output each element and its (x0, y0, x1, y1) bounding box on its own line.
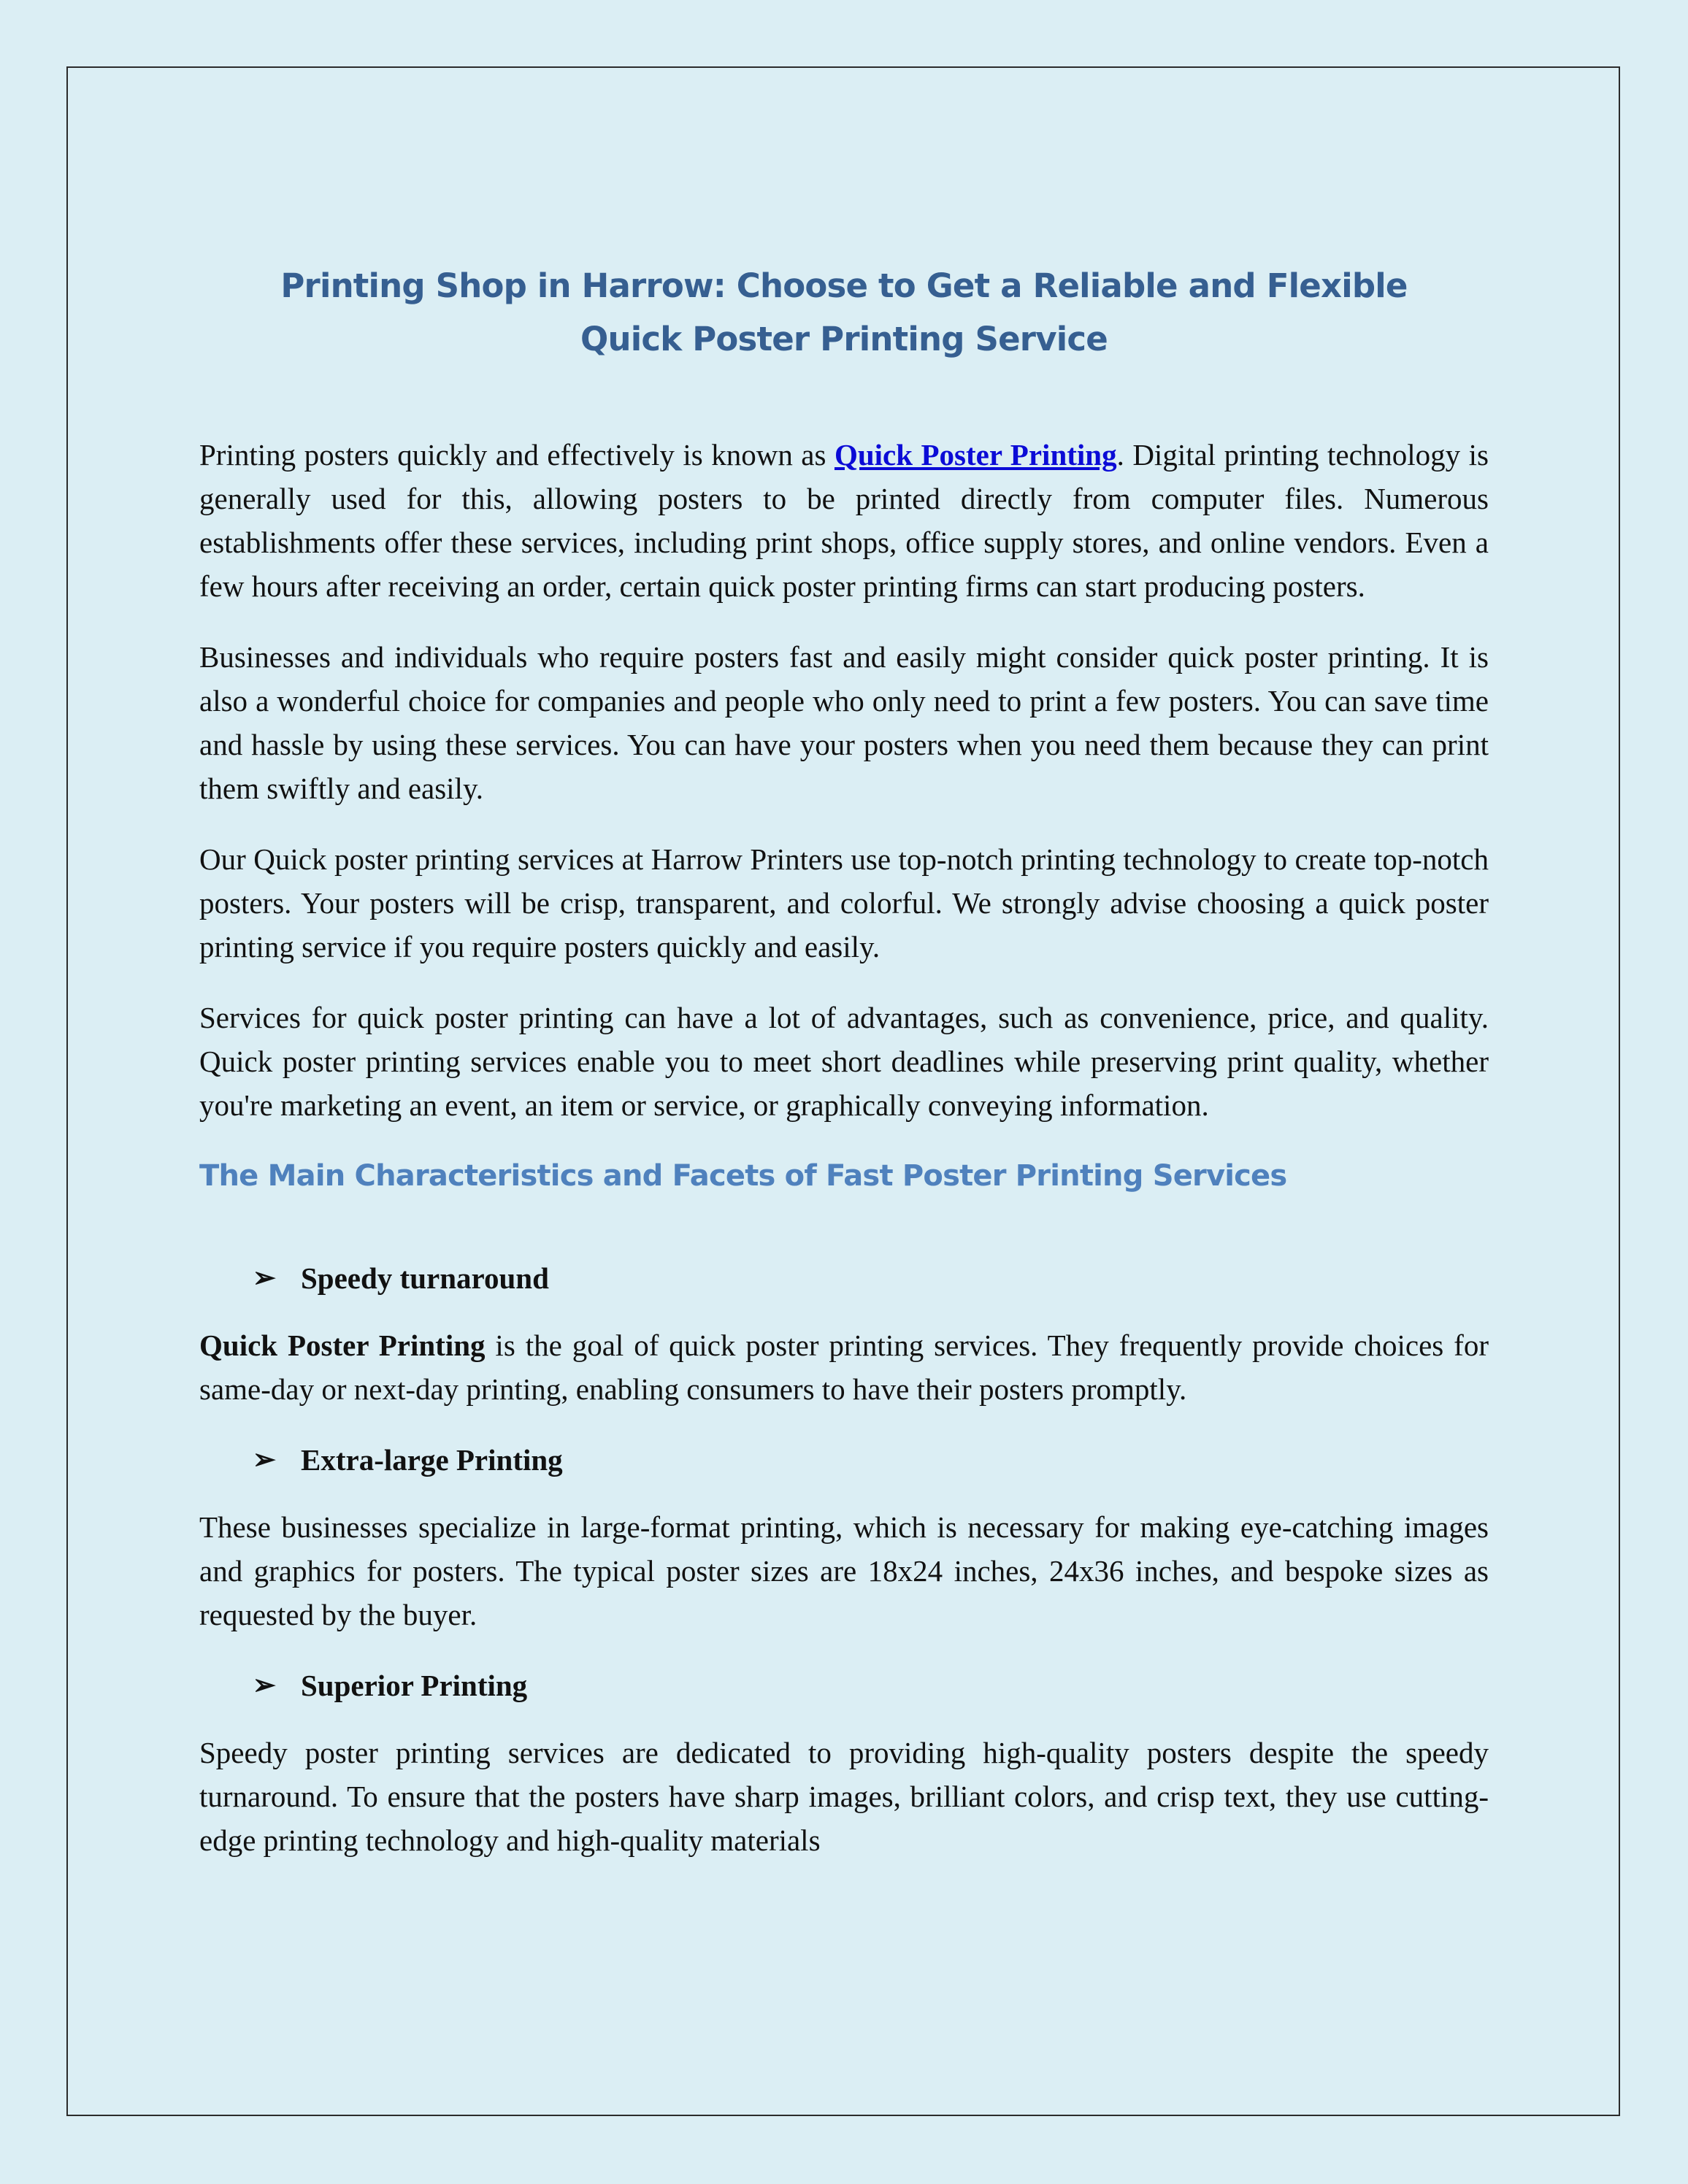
intro-prefix: Printing posters quickly and effectively is known as (199, 438, 835, 472)
feature-lead-bold: Quick Poster Printing (199, 1329, 486, 1362)
feature-paragraph-superior-printing: Speedy poster printing services are dedicated to providing high-quality posters despite the speedy turnaround. To ensure that the posters have sharp images, brilliant colors, and crisp text, they use cutting-edge printing technology and high-quality materials (199, 1736, 1489, 1857)
feature-heading-label: Superior Printing (301, 1669, 528, 1702)
feature-heading-label: Extra-large Printing (301, 1443, 563, 1477)
feature-heading-label: Speedy turnaround (301, 1261, 549, 1295)
intro-paragraph (199, 433, 1489, 608)
feature-paragraph-speedy-turnaround (199, 1323, 1489, 1411)
feature-text: is the goal of quick poster printing services. They frequently provide choices for same-day or next-day printing, enabling consumers to have their posters promptly. (199, 1329, 1489, 1406)
feature-heading-speedy-turnaround (253, 1256, 1489, 1300)
document-title: Printing Shop in Harrow: Choose to Get a Reliable and Flexible Quick Poster Printing Service (280, 266, 1408, 358)
section-heading: The Main Characteristics and Facets of Fast Poster Printing Services (199, 1159, 1287, 1193)
paragraph-3: Our Quick poster printing services at Harrow Printers use top-notch printing technology to create top-notch posters. Your posters will be crisp, transparent, and colorful. We strongly advise choosing a quick poster printing service if you require posters quickly and easily. (199, 842, 1489, 964)
feature-heading-extra-large-printing (253, 1438, 1489, 1482)
paragraph-2: Businesses and individuals who require posters fast and easily might consider quick poster printing. It is also a wonderful choice for companies and people who only need to print a few posters. You can save time and hassle by using these services. You can have your posters when you need them because they can print them swiftly and easily. (199, 640, 1489, 805)
feature-paragraph-extra-large-printing: These businesses specialize in large-format printing, which is necessary for making eye-catching images and graphics for posters. The typical poster sizes are 18x24 inches, 24x36 inches, and bespoke sizes as requested by the buyer. (199, 1510, 1489, 1631)
paragraph-4: Services for quick poster printing can have a lot of advantages, such as convenience, price, and quality. Quick poster printing services enable you to meet short deadlines while preserving print quality, whether you're marketing an event, an item or service, or graphically conveying information. (199, 1001, 1489, 1122)
intro-suffix: . Digital printing technology is generally used for this, allowing posters to be printed directly from computer files. Numerous establishments offer these services, including print shops, office supply stores, and online vendors. Even a few hours after receiving an order, certain quick poster printing firms can start producing posters. (199, 438, 1489, 603)
arrow-bullet-icon: ➢ (253, 1263, 276, 1293)
document-body (199, 259, 1489, 1889)
quick-poster-printing-link[interactable]: Quick Poster Printing (834, 438, 1117, 472)
feature-heading-superior-printing (253, 1664, 1489, 1707)
arrow-bullet-icon: ➢ (253, 1445, 276, 1475)
arrow-bullet-icon: ➢ (253, 1670, 276, 1701)
